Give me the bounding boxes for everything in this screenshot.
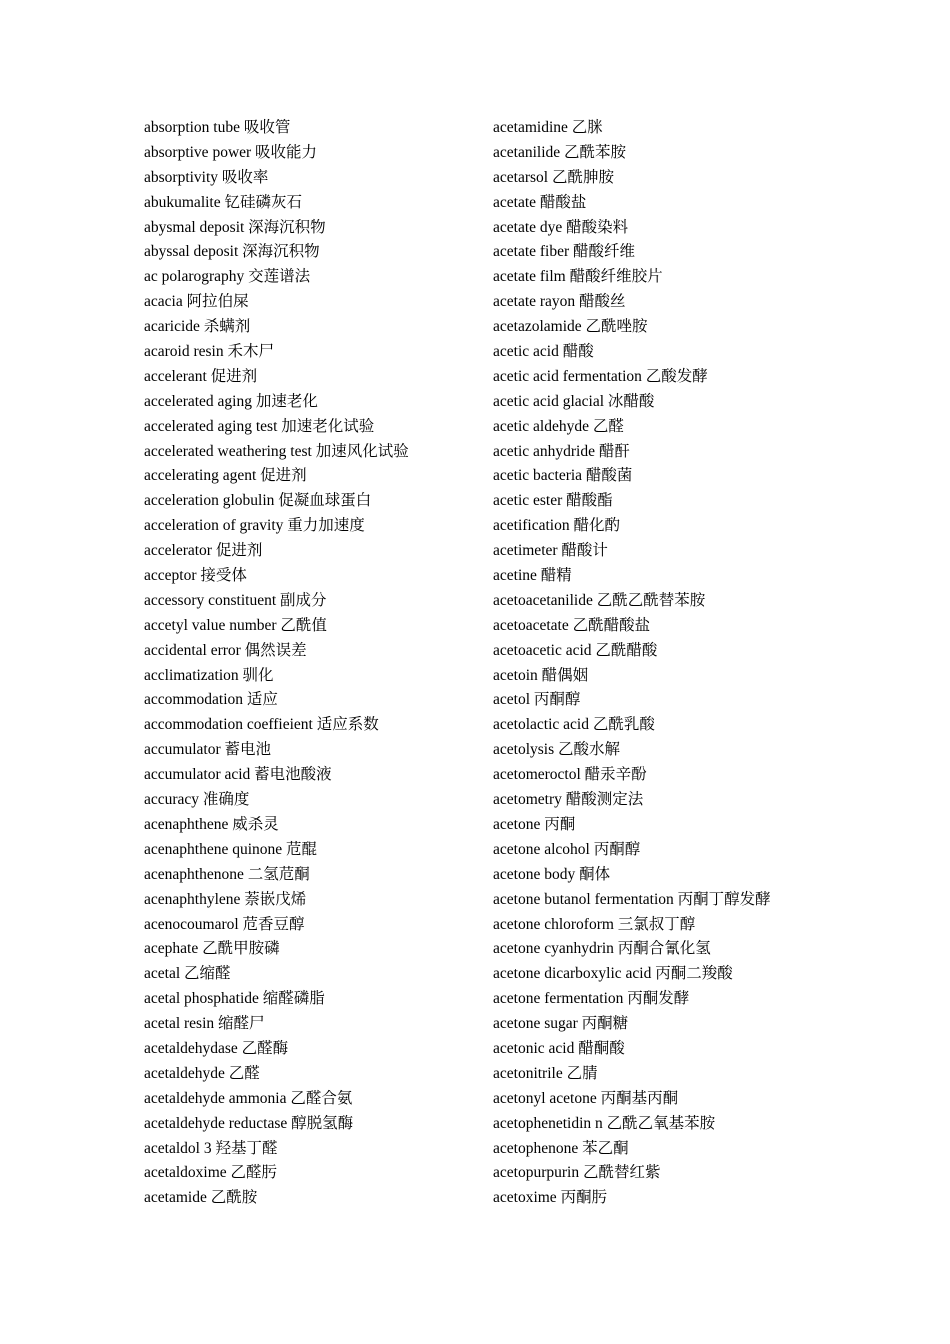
glossary-entry: accommodation 适应 — [144, 691, 278, 709]
glossary-entry: accumulator 蓄电池 — [144, 741, 271, 759]
glossary-entry: acetoacetic acid 乙酰醋酸 — [493, 641, 658, 659]
glossary-entry: accommodation coeffieient 适应系数 — [144, 716, 379, 734]
glossary-entry: acetamidine 乙脒 — [493, 119, 603, 136]
glossary-entry: acetification 醋化酌 — [493, 517, 620, 535]
glossary-entry: acetal resin 缩醛尸 — [144, 1015, 265, 1033]
glossary-entry: acetone cyanhydrin 丙酮合氰化氢 — [493, 940, 711, 958]
glossary-entry: abyssal deposit 深海沉积物 — [144, 243, 320, 261]
glossary-entry: ac polarography 交莲谱法 — [144, 268, 311, 286]
glossary-entry: acetone fermentation 丙酮发酵 — [493, 990, 690, 1008]
glossary-entry: acetone sugar 丙酮糖 — [493, 1015, 629, 1033]
glossary-entry: acetoin 醋偶姻 — [493, 666, 589, 684]
glossary-entry: acetone body 酮体 — [493, 865, 611, 883]
glossary-entry: acetoacetanilide 乙酰乙酰替苯胺 — [493, 591, 706, 609]
glossary-entry: acetaldehyde ammonia 乙醛合氨 — [144, 1089, 353, 1107]
glossary-entry: acetaldol 3 羟基丁醛 — [144, 1139, 278, 1157]
glossary-entry: acetarsol 乙酰胂胺 — [493, 168, 614, 186]
glossary-entry: acetic acid glacial 冰醋酸 — [493, 392, 655, 410]
glossary-entry: accelerated aging 加速老化 — [144, 392, 318, 410]
glossary-entry: accetyl value number 乙酰值 — [144, 616, 327, 634]
glossary-entry: acetonitrile 乙腈 — [493, 1064, 598, 1082]
glossary-entry: absorption tube 吸收管 — [144, 119, 291, 136]
glossary-entry: acclimatization 驯化 — [144, 666, 274, 684]
glossary-entry: acetaldehyde reductase 醇脱氢酶 — [144, 1114, 354, 1132]
glossary-entry: acetic aldehyde 乙醛 — [493, 417, 624, 435]
glossary-entry: acetopurpurin 乙酰替红紫 — [493, 1164, 661, 1182]
glossary-entry: acetolactic acid 乙酰乳酸 — [493, 716, 655, 734]
glossary-entry: accelerant 促进剂 — [144, 367, 258, 385]
glossary-entry: acetomeroctol 醋汞辛酚 — [493, 766, 647, 784]
glossary-entry: acetic acid 醋酸 — [493, 343, 594, 361]
glossary-entry: accidental error 偶然误差 — [144, 641, 307, 659]
glossary-entry: absorptivity 吸收率 — [144, 168, 269, 186]
glossary-entry: acetone alcohol 丙酮醇 — [493, 840, 641, 858]
glossary-entry: acetal phosphatide 缩醛磷脂 — [144, 990, 325, 1008]
glossary-entry: acetic ester 醋酸酯 — [493, 492, 613, 510]
glossary-entry: acetaldehyde 乙醛 — [144, 1064, 260, 1082]
glossary-entry: acenocoumarol 苊香豆醇 — [144, 915, 305, 933]
glossary-entry: absorptive power 吸收能力 — [144, 143, 318, 161]
right-column — [493, 116, 933, 1211]
left-column — [144, 116, 474, 1211]
glossary-entry: acenaphthenone 二氢苊酮 — [144, 865, 310, 883]
glossary-entry: acetone 丙酮 — [493, 815, 576, 833]
glossary-entry: acceleration of gravity 重力加速度 — [144, 517, 365, 535]
glossary-entry: abysmal deposit 深海沉积物 — [144, 218, 326, 236]
glossary-entry: accelerated weathering test 加速风化试验 — [144, 442, 409, 460]
glossary-entry: acceptor 接受体 — [144, 567, 247, 585]
glossary-entry: acetonic acid 醋酮酸 — [493, 1039, 625, 1057]
glossary-entry: acetone butanol fermentation 丙酮丁醇发酵 — [493, 890, 771, 908]
glossary-entry: acetanilide 乙酰苯胺 — [493, 143, 626, 161]
glossary-entry: accumulator acid 蓄电池酸液 — [144, 766, 332, 784]
glossary-entry: acetine 醋精 — [493, 567, 572, 585]
glossary-entry: acacia 阿拉伯屎 — [144, 293, 249, 311]
glossary-entry: acetonyl acetone 丙酮基丙酮 — [493, 1089, 679, 1107]
glossary-entry: acetate 醋酸盐 — [493, 193, 587, 211]
glossary-entry: acceleration globulin 促凝血球蛋白 — [144, 492, 372, 510]
glossary-entry: acetamide 乙酰胺 — [144, 1189, 258, 1207]
glossary-entry: abukumalite 钇硅磷灰石 — [144, 193, 302, 211]
glossary-entry: acetazolamide 乙酰唑胺 — [493, 318, 648, 336]
glossary-entry: acetaldehydase 乙醛酶 — [144, 1039, 289, 1057]
glossary-entry: acetone dicarboxylic acid 丙酮二羧酸 — [493, 965, 733, 983]
glossary-entry: acetoacetate 乙酰醋酸盐 — [493, 616, 651, 634]
glossary-entry: acetal 乙缩醛 — [144, 965, 231, 983]
glossary-entry: acetate dye 醋酸染料 — [493, 218, 629, 236]
glossary-entry: acetol 丙酮醇 — [493, 691, 581, 709]
glossary-entry: acetate fiber 醋酸纤维 — [493, 243, 636, 261]
glossary-entry: acephate 乙酰甲胺磷 — [144, 940, 280, 958]
glossary-entry: acetic acid fermentation 乙酸发酵 — [493, 367, 708, 385]
glossary-entry: acetone chloroform 三氯叔丁醇 — [493, 915, 696, 933]
glossary-entry: acetate film 醋酸纤维胶片 — [493, 268, 663, 286]
glossary-entry: acaricide 杀螨剂 — [144, 318, 251, 336]
glossary-entry: accuracy 准确度 — [144, 791, 250, 809]
glossary-entry: accelerating agent 促进剂 — [144, 467, 307, 485]
glossary-entry: acenaphthylene 萘嵌戊烯 — [144, 890, 307, 908]
glossary-entry: acetimeter 醋酸计 — [493, 542, 608, 560]
glossary-entry: acetolysis 乙酸水解 — [493, 741, 620, 759]
glossary-entry: accelerator 促进剂 — [144, 542, 263, 560]
glossary-entry: accessory constituent 副成分 — [144, 591, 327, 609]
glossary-entry: accelerated aging test 加速老化试验 — [144, 417, 375, 435]
glossary-entry: acetic bacteria 醋酸菌 — [493, 467, 633, 485]
glossary-entry: acaroid resin 禾木尸 — [144, 343, 274, 361]
glossary-entry: acenaphthene 威杀灵 — [144, 815, 279, 833]
glossary-entry: acetophenone 苯乙酮 — [493, 1139, 629, 1157]
glossary-entry: acetaldoxime 乙醛肟 — [144, 1164, 277, 1182]
glossary-entry: acetometry 醋酸测定法 — [493, 791, 644, 809]
glossary-entry: acenaphthene quinone 苊醌 — [144, 840, 318, 858]
glossary-entry: acetoxime 丙酮肟 — [493, 1189, 608, 1207]
glossary-entry: acetophenetidin n 乙酰乙氧基苯胺 — [493, 1114, 716, 1132]
glossary-entry: acetic anhydride 醋酐 — [493, 442, 630, 460]
glossary-entry: acetate rayon 醋酸丝 — [493, 293, 626, 311]
